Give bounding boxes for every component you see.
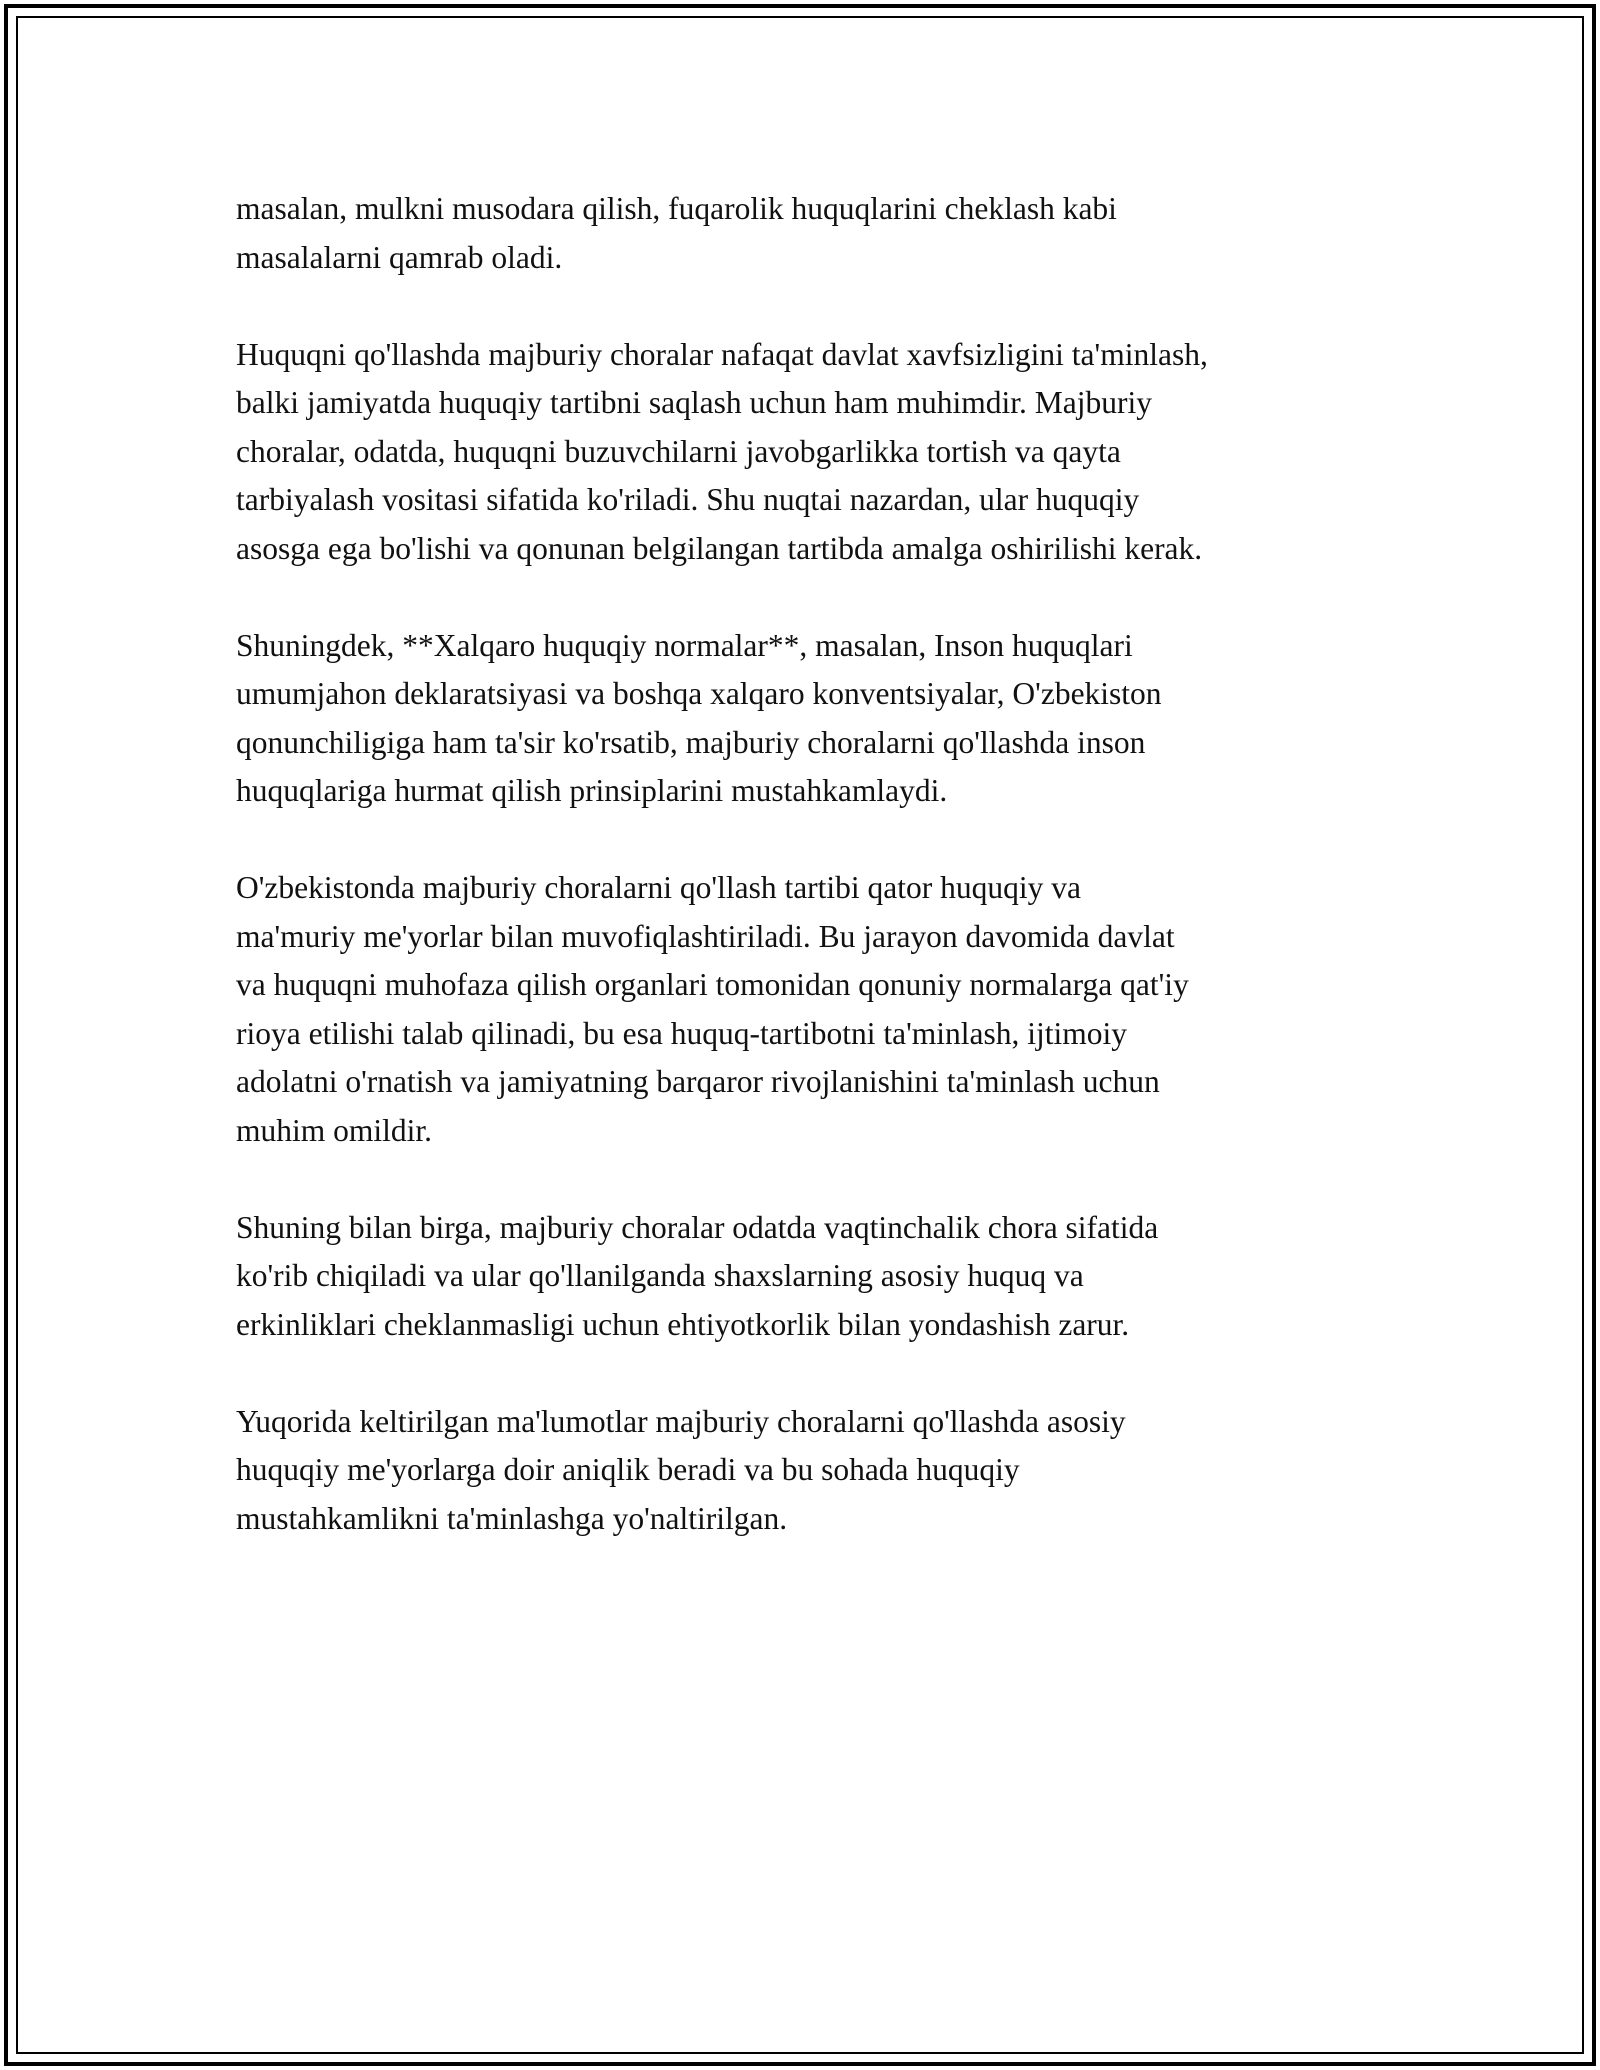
- text-line: umumjahon deklaratsiyasi va boshqa xalqaro konventsiyalar, O'zbekiston: [236, 676, 1162, 711]
- text-line: tarbiyalash vositasi sifatida ko'riladi. Shu nuqtai nazardan, ular huquqiy: [236, 482, 1140, 517]
- text-line: Yuqorida keltirilgan ma'lumotlar majburiy choralarni qo'llashda asosiy: [236, 1403, 1126, 1439]
- paragraph-2: [236, 331, 1386, 574]
- text-line: Shuning bilan birga, majburiy choralar odatda vaqtinchalik chora sifatida: [236, 1209, 1159, 1245]
- text-line: choralar, odatda, huquqni buzuvchilarni javobgarlikka tortish va qayta: [236, 433, 1121, 469]
- document-body: [236, 185, 1386, 1543]
- text-line: mustahkamlikni ta'minlashga yo'naltirilgan.: [236, 1500, 788, 1536]
- text-line: huquqlariga hurmat qilish prinsiplarini mustahkamlaydi.: [236, 773, 948, 808]
- text-line: muhim omildir.: [236, 1112, 433, 1148]
- text-line: erkinliklari cheklanmasligi uchun ehtiyotkorlik bilan yondashish zarur.: [236, 1306, 1130, 1342]
- paragraph-4: [236, 864, 1386, 1155]
- text-line: ko'rib chiqiladi va ular qo'llanilganda shaxslarning asosiy huquq va: [236, 1258, 1084, 1293]
- text-line: balki jamiyatda huquqiy tartibni saqlash uchun ham muhimdir. Majburiy: [236, 385, 1152, 420]
- paragraph-5: [236, 1204, 1386, 1350]
- text-line: qonunchiligiga ham ta'sir ko'rsatib, majburiy choralarni qo'llashda inson: [236, 724, 1146, 760]
- text-line: Shuningdek, **Xalqaro huquqiy normalar**, masalan, Inson huquqlari: [236, 627, 1133, 663]
- paragraph-6: [236, 1398, 1386, 1544]
- text-line: masalan, mulkni musodara qilish, fuqarolik huquqlarini cheklash kabi: [236, 191, 1117, 226]
- text-line: huquqiy me'yorlarga doir aniqlik beradi va bu sohada huquqiy: [236, 1452, 1020, 1487]
- text-line: asosga ega bo'lishi va qonunan belgilangan tartibda amalga oshirilishi kerak.: [236, 530, 1203, 566]
- text-line: ma'muriy me'yorlar bilan muvofiqlashtiriladi. Bu jarayon davomida davlat: [236, 918, 1175, 954]
- text-line: adolatni o'rnatish va jamiyatning barqaror rivojlanishini ta'minlash uchun: [236, 1064, 1160, 1099]
- text-line: Huquqni qo'llashda majburiy choralar nafaqat davlat xavfsizligini ta'minlash,: [236, 336, 1208, 372]
- text-line: rioya etilishi talab qilinadi, bu esa huquq-tartibotni ta'minlash, ijtimoiy: [236, 1015, 1128, 1051]
- text-line: masalalarni qamrab oladi.: [236, 239, 563, 275]
- text-line: va huquqni muhofaza qilish organlari tomonidan qonuniy normalarga qat'iy: [236, 967, 1189, 1002]
- paragraph-1: [236, 185, 1386, 282]
- text-line: O'zbekistonda majburiy choralarni qo'llash tartibi qator huquqiy va: [236, 870, 1082, 905]
- paragraph-3: [236, 622, 1386, 816]
